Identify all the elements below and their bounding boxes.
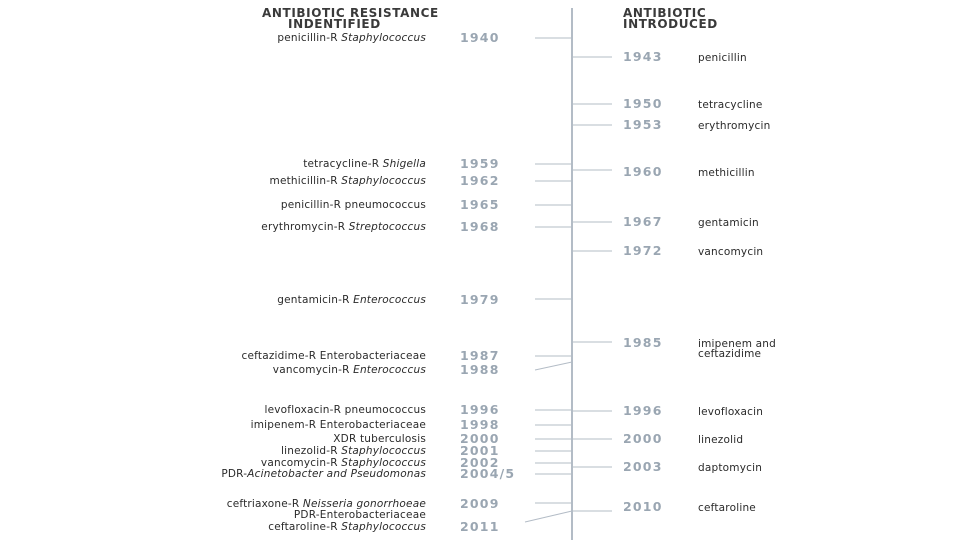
resistance-label-text: penicillin-R: [277, 32, 342, 44]
resistance-organism: Shigella: [382, 158, 426, 170]
resistance-organism: Neisseria gonorrhoeae: [302, 498, 426, 510]
resistance-year: 1996: [460, 402, 500, 417]
introduced-year: 1943: [623, 49, 663, 64]
introduced-year: 2000: [623, 431, 663, 446]
resistance-organism: Staphylococcus: [341, 457, 426, 469]
introduced-year: 1972: [623, 243, 663, 258]
resistance-organism: Staphylococcus: [341, 445, 426, 457]
resistance-label: [106, 221, 426, 233]
resistance-label-text: linezolid-R: [281, 445, 342, 457]
resistance-label: [106, 350, 426, 362]
resistance-organism: Staphylococcus: [341, 175, 426, 187]
resistance-label-text: gentamicin-R: [277, 294, 354, 306]
right-header-line-1: ANTIBIOTIC: [623, 6, 707, 20]
resistance-year: 2001: [460, 443, 500, 458]
resistance-year: 1940: [460, 30, 500, 45]
resistance-organism: Staphylococcus: [341, 521, 426, 533]
resistance-label: [106, 445, 426, 457]
resistance-year: 2009: [460, 496, 500, 511]
introduced-year: 1950: [623, 96, 663, 111]
introduced-drug: ceftaroline: [698, 502, 756, 514]
resistance-year: 2002: [460, 455, 500, 470]
resistance-year: 1998: [460, 417, 500, 432]
resistance-label: [106, 199, 426, 211]
resistance-label-text: penicillin-R pneumococcus: [280, 199, 426, 211]
resistance-year: 1979: [460, 292, 500, 307]
resistance-label-text: ceftriaxone-R: [226, 498, 303, 510]
introduced-year: 1960: [623, 164, 663, 179]
introduced-drug: erythromycin: [698, 120, 771, 132]
right-header-line-2: INTRODUCED: [623, 17, 718, 31]
resistance-year: 1962: [460, 173, 500, 188]
introduced-year: 1953: [623, 117, 663, 132]
resistance-label-text: XDR tuberculosis: [333, 433, 426, 445]
resistance-organism: Staphylococcus: [341, 32, 426, 44]
introduced-drug: penicillin: [698, 52, 747, 64]
introduced-drug: vancomycin: [698, 246, 764, 258]
resistance-organism: Enterococcus: [353, 364, 426, 376]
introduced-year: 1967: [623, 214, 663, 229]
resistance-year: 1959: [460, 156, 500, 171]
resistance-label: [106, 433, 426, 445]
introduced-drug: linezolid: [698, 434, 744, 446]
introduced-year: 2003: [623, 459, 663, 474]
resistance-year: 1965: [460, 197, 500, 212]
resistance-connector: [525, 511, 572, 522]
resistance-connector: [535, 362, 572, 370]
resistance-label-text: vancomycin-R: [272, 364, 354, 376]
left-header-line-2: INDENTIFIED: [288, 17, 381, 31]
resistance-label-text: ceftaroline-R: [268, 521, 342, 533]
resistance-label: [106, 419, 426, 431]
resistance-label-text: ceftazidime-R Enterobacteriaceae: [241, 350, 426, 362]
resistance-year: 2004/5: [460, 466, 516, 481]
resistance-year: 1988: [460, 362, 500, 377]
right-header: [623, 8, 823, 30]
introduced-drug: methicillin: [698, 167, 755, 179]
introduced-drug: imipenem and ceftazidime: [698, 338, 777, 360]
resistance-label-text: methicillin-R: [269, 175, 342, 187]
resistance-label: [106, 175, 426, 187]
introduced-drug: daptomycin: [698, 462, 763, 474]
resistance-label-text: levofloxacin-R pneumococcus: [264, 404, 426, 416]
resistance-year: 2000: [460, 431, 500, 446]
resistance-label-text: tetracycline-R: [303, 158, 383, 170]
resistance-label: [106, 364, 426, 376]
resistance-label: [106, 32, 426, 44]
left-header: [262, 8, 542, 30]
resistance-label: [106, 294, 426, 306]
resistance-label-text: erythromycin-R: [261, 221, 349, 233]
resistance-label: [106, 404, 426, 416]
resistance-label: [106, 468, 426, 480]
resistance-year: 2011: [460, 519, 500, 534]
introduced-drug: gentamicin: [698, 217, 759, 229]
introduced-year: 1985: [623, 335, 663, 350]
resistance-label: [106, 158, 426, 170]
introduced-year: 2010: [623, 499, 663, 514]
resistance-label: [106, 521, 426, 533]
resistance-organism: Streptococcus: [348, 221, 426, 233]
resistance-year: 1968: [460, 219, 500, 234]
introduced-drug: levofloxacin: [698, 406, 764, 418]
resistance-organism: Acinetobacter and Pseudomonas: [247, 468, 426, 480]
resistance-organism: Enterococcus: [353, 294, 426, 306]
resistance-label-text: PDR-Enterobacteriaceae: [293, 509, 426, 521]
introduced-drug: tetracycline: [698, 99, 763, 111]
resistance-year: 1987: [460, 348, 500, 363]
left-header-line-1: ANTIBIOTIC RESISTANCE: [262, 6, 439, 20]
resistance-label: [106, 509, 426, 521]
introduced-year: 1996: [623, 403, 663, 418]
resistance-label-text: vancomycin-R: [260, 457, 342, 469]
resistance-label-text: imipenem-R Enterobacteriaceae: [250, 419, 426, 431]
resistance-label-text: PDR-: [221, 468, 248, 480]
